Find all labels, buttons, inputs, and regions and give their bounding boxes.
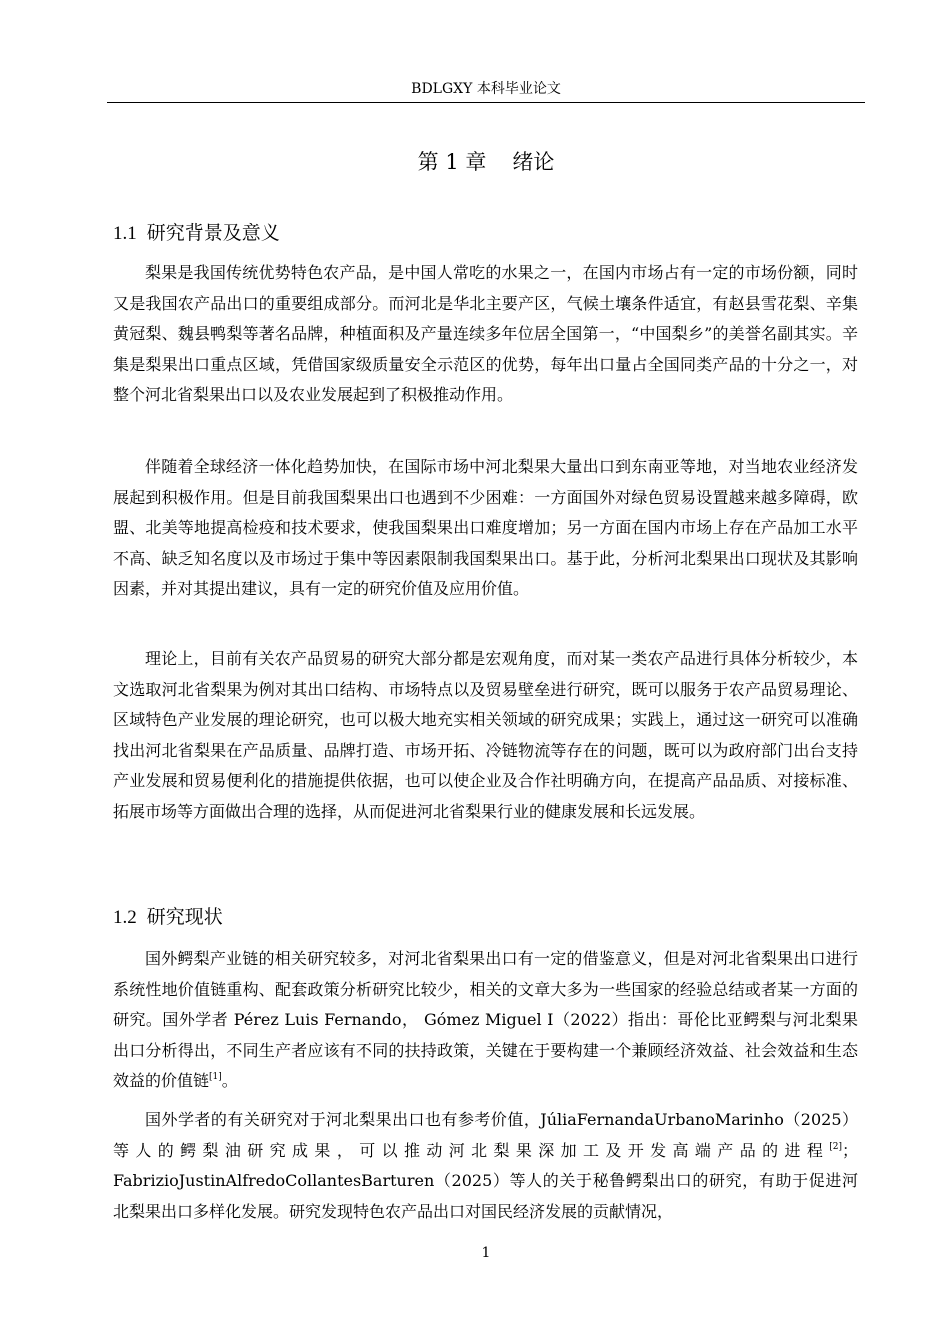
paragraph-text: ；FabrizioJustinAlfredoCollantesBarturen（2025）等人的关于秘鲁鳄梨出口的研究，有助于促进河北梨果出口多样化发展。研究发现特色农产品出口对国民经济发展的贡献情况， <box>113 1140 858 1221</box>
section-number: 1.1 <box>113 223 137 244</box>
chapter-title <box>107 146 865 178</box>
paragraph-text: 国外鳄梨产业链的相关研究较多，对河北省梨果出口有一定的借鉴意义，但是对河北省梨果出口进行系统性地价值链重构、配套政策分析研究比较少，相关的文章大多为一些国家的经验总结或者某一方面的研究。国外学者 Pérez Luis Fernando， Gómez Miguel I（2022）指出：哥伦比亚鳄梨与河北梨果出口分析得出，不同生产者应该有不同的扶持政策，关键在于要构建一个兼顾经济效益、社会效益和生态效益的价值链 <box>113 949 858 1090</box>
section-number: 1.2 <box>113 907 137 928</box>
section-title: 研究背景及意义 <box>146 222 280 244</box>
body-paragraph <box>113 944 858 1097</box>
chapter-name: 绪论 <box>512 150 555 174</box>
section-title: 研究现状 <box>146 906 223 928</box>
citation-marker: [2] <box>829 1141 842 1152</box>
running-title: BDLGXY 本科毕业论文 <box>411 81 561 97</box>
body-paragraph: 梨果是我国传统优势特色农产品，是中国人常吃的水果之一，在国内市场占有一定的市场份额，同时又是我国农产品出口的重要组成部分。而河北是华北主要产区，气候土壤条件适宜，有赵县雪花梨、辛集黄冠梨、魏县鸭梨等著名品牌，种植面积及产量连续多年位居全国第一，“中国梨乡”的美誉名副其实。辛集是梨果出口重点区域，凭借国家级质量安全示范区的优势，每年出口量占全国同类产品的十分之一，对整个河北省梨果出口以及农业发展起到了积极推动作用。 <box>113 263 858 404</box>
body-paragraph: 伴随着全球经济一体化趋势加快，在国际市场中河北梨果大量出口到东南亚等地，对当地农业经济发展起到积极作用。但是目前我国梨果出口也遇到不少困难：一方面国外对绿色贸易设置越来越多障碍，欧盟、北美等地提高检疫和技术要求，使我国梨果出口难度增加；另一方面在国内市场上存在产品加工水平不高、缺乏知名度以及市场过于集中等因素限制我国梨果出口。基于此，分析河北梨果出口现状及其影响因素，并对其提出建议，具有一定的研究价值及应用价值。 <box>113 457 858 598</box>
body-paragraph <box>113 1105 858 1227</box>
chapter-number: 第 1 章 <box>417 150 487 174</box>
citation-marker: [1] <box>209 1072 222 1082</box>
section-heading <box>113 903 223 932</box>
page-number: 1 <box>481 1245 491 1261</box>
body-paragraph: 理论上，目前有关农产品贸易的研究大部分都是宏观角度，而对某一类农产品进行具体分析较少，本文选取河北省梨果为例对其出口结构、市场特点以及贸易壁垒进行研究，既可以服务于农产品贸易理论、区域特色产业发展的理论研究，也可以极大地充实相关领域的研究成果；实践上，通过这一研究可以准确找出河北省梨果在产品质量、品牌打造、市场开拓、冷链物流等存在的问题，既可以为政府部门出台支持产业发展和贸易便利化的措施提供依据，也可以使企业及合作社明确方向，在提高产品品质、对接标准、拓展市场等方面做出合理的选择，从而促进河北省梨果行业的健康发展和长远发展。 <box>113 649 858 821</box>
section-heading <box>113 219 280 248</box>
paragraph-text: 国外学者的有关研究对于河北梨果出口也有参考价值，JúliaFernandaUrbanoMarinho（2025）等人的鳄梨油研究成果，可以推动河北梨果深加工及开发高端产品的进程 <box>113 1110 858 1160</box>
header-divider <box>107 102 865 103</box>
paragraph-text: 。 <box>221 1071 238 1090</box>
